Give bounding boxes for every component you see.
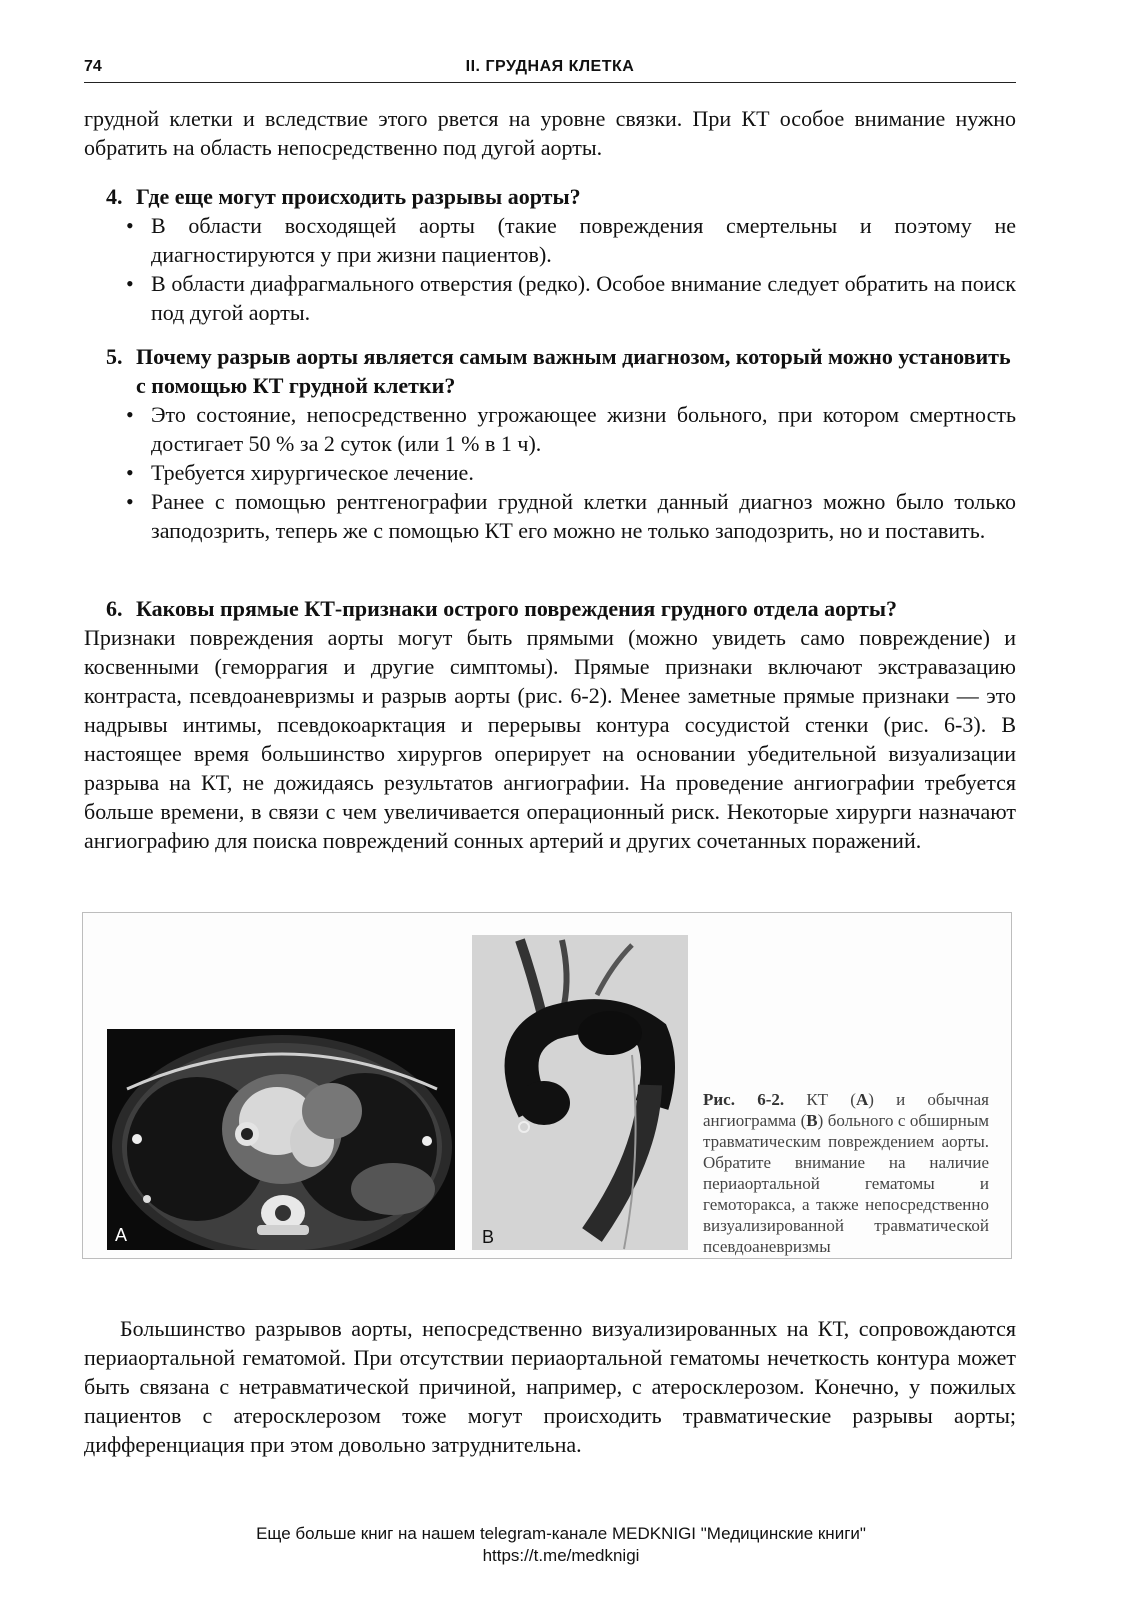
intro-paragraph: грудной клетки и вследствие этого рвется на уровне связки. При КТ особое внимание нужно обратить на область непосредственно под дугой аорты. <box>84 106 1016 160</box>
bullet-item: • Требуется хирургическое лечение. <box>126 458 1016 487</box>
panel-a-label: A <box>115 1225 128 1245</box>
footer-link[interactable]: https://t.me/medknigi <box>482 1546 640 1565</box>
bullet-item: • Это состояние, непосредственно угрожающее жизни больного, при котором смертность достигает 50 % за 2 суток (или 1 % в 1 ч). <box>126 400 1016 458</box>
caption-part: КТ ( <box>784 1090 856 1109</box>
caption-part: ) больного с обширным травматическим повреждением аорты. Обратите внимание на наличие периаортальной гематомы и гемоторакса, а также непосредственно визуализированной травматической псевдоаневризмы <box>703 1111 989 1256</box>
caption-part: ) и обычная ангиограмма ( <box>703 1090 989 1130</box>
question-text: Каковы прямые КТ-признаки острого повреждения грудного отдела аорты? <box>136 596 898 621</box>
footer-promo: Еще больше книг на нашем telegram-канале MEDKNIGI "Медицинские книги" <box>256 1524 866 1543</box>
ct-scan-image <box>107 1029 455 1250</box>
caption-panel-a: А <box>855 1090 869 1109</box>
question-number: 4. <box>106 184 123 209</box>
question-5 <box>106 342 1016 400</box>
figure-caption <box>703 1089 989 1257</box>
question-6-answer: Признаки повреждения аорты могут быть прямыми (можно увидеть само повреждение) и косвенными (геморрагия и другие симптомы). Прямые признаки включают экстравазацию контраста, псевдоаневризмы и разрыв аорты (рис. 6-2). Менее заметные прямые признаки — это надрывы интимы, псевдокоарктация и перерывы контура сосудистой стенки (рис. 6-3). В настоящее время большинство хирургов оперирует на основании убедительной визуализации разрыва на КТ, не дожидаясь результатов ангиографии. На проведение ангиографии требуется больше времени, в связи с чем увеличивается операционный риск. Некоторые хирурги назначают ангиографию для поиска повреждений сонных артерий и других сочетанных поражений. <box>84 625 1016 853</box>
question-5-bullets <box>126 400 1016 545</box>
question-number: 6. <box>106 596 123 621</box>
bullet-item: • В области диафрагмального отверстия (редко). Особое внимание следует обратить на поиск под дугой аорты. <box>126 269 1016 327</box>
ct-scan-illustration <box>107 1029 455 1250</box>
bullet-item: • Ранее с помощью рентгенографии грудной клетки данный диагноз можно было только заподозрить, теперь же с помощью КТ его можно не только заподозрить, но и поставить. <box>126 487 1016 545</box>
figure-6-2 <box>82 912 1012 1259</box>
question-6 <box>106 594 1026 623</box>
angiogram-image <box>472 935 688 1250</box>
section-title: II. ГРУДНАЯ КЛЕТКА <box>465 58 635 75</box>
page-number: 74 <box>84 58 102 75</box>
question-text: Где еще могут происходить разрывы аорты? <box>136 184 581 209</box>
after-figure-paragraph: Большинство разрывов аорты, непосредственно визуализированных на КТ, сопровождаются периаортальной гематомой. При отсутствии периаортальной гематомы нечеткость контура может быть связана с нетравматической причиной, например, с атеросклерозом. Конечно, у пожилых пациентов с атеросклерозом тоже могут происходить травматические разрывы аорты; дифференциация при этом довольно затруднительна. <box>84 1316 1016 1457</box>
angiogram-illustration <box>472 935 688 1250</box>
question-4 <box>106 182 1016 211</box>
caption-panel-b: В <box>806 1111 818 1130</box>
question-4-bullets <box>126 211 1016 327</box>
question-number: 5. <box>106 344 123 369</box>
question-text: Почему разрыв аорты является самым важным диагнозом, который можно установить с помощью КТ грудной клетки? <box>136 344 1011 398</box>
caption-ref: Рис. 6-2. <box>703 1090 785 1109</box>
running-header <box>84 56 1016 83</box>
bullet-item: • В области восходящей аорты (такие повреждения смертельны и поэтому не диагностируются у при жизни пациентов). <box>126 211 1016 269</box>
panel-b-label: B <box>482 1227 495 1247</box>
